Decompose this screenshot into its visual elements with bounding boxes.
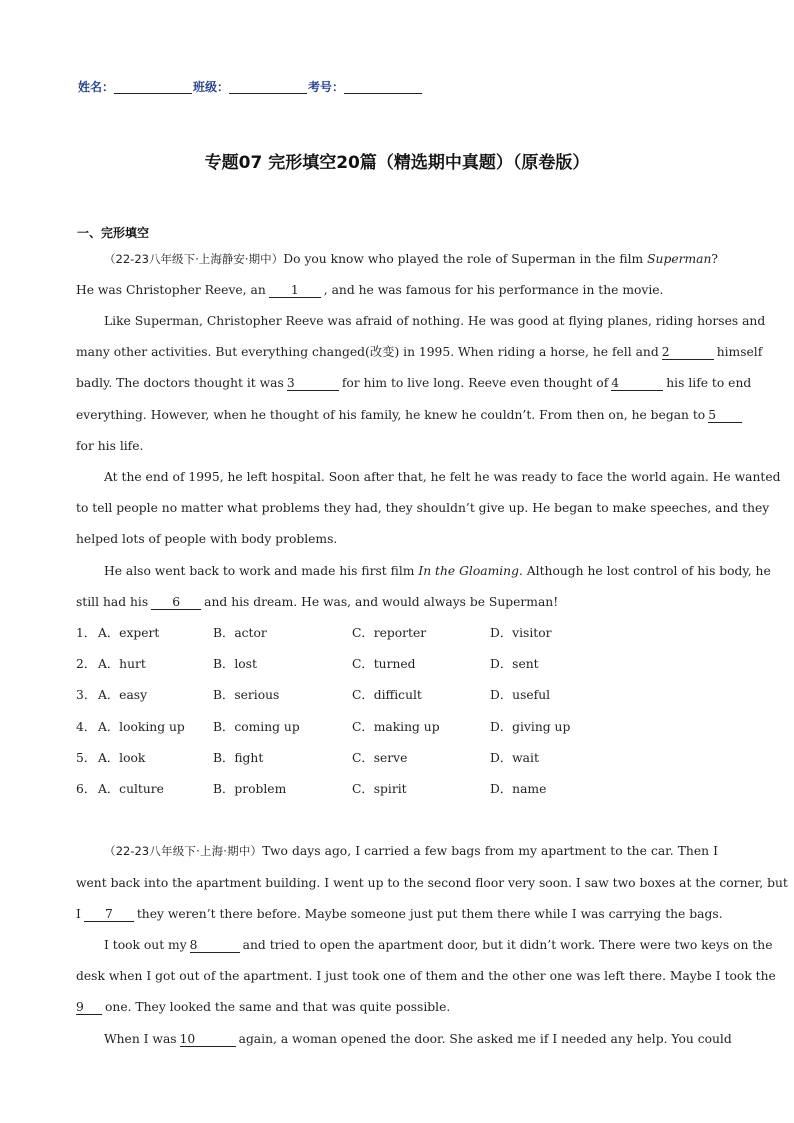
option-c[interactable]: C．making up (352, 720, 440, 734)
option-b[interactable]: B．actor (213, 626, 267, 640)
section-title: 一、完形填空 (77, 226, 150, 240)
option-a[interactable]: A．look (98, 751, 146, 765)
passage-text: his life to end (666, 376, 752, 390)
question-number: 1． (76, 626, 97, 640)
passage-text: one. They looked the same and that was quite possible. (105, 1000, 451, 1014)
option-d[interactable]: D．visitor (490, 626, 552, 640)
blank-10[interactable]: 10 (180, 1033, 236, 1047)
option-a[interactable]: A．culture (98, 782, 164, 796)
question-number: 5． (76, 751, 97, 765)
name-label: 姓名： (78, 80, 115, 94)
question-number: 6． (76, 782, 97, 796)
passage1-line (76, 344, 763, 360)
blank-6[interactable]: 6 (151, 596, 201, 610)
passage-text: they weren’t there before. Maybe someone just put them there while I was carrying the bags. (136, 907, 723, 921)
option-c[interactable]: C．serve (352, 751, 408, 765)
passage1-line (76, 282, 718, 298)
option-a[interactable]: A．hurt (98, 657, 146, 671)
passage1-line: helped lots of people with body problems. (76, 532, 338, 546)
blank-3[interactable]: 3 (287, 377, 339, 391)
passage2-line: went back into the apartment building. I went up to the second floor very soon. I saw two boxes at the corner, but (76, 876, 788, 890)
option-b[interactable]: B．fight (213, 751, 264, 765)
document-title: 专题07 完形填空20篇（精选期中真题）（原卷版） (204, 153, 590, 173)
passage2-line (104, 843, 718, 859)
option-d[interactable]: D．useful (490, 688, 551, 702)
passage-text: Two days ago, I carried a few bags from my apartment to the car. Then I (262, 844, 718, 858)
blank-2[interactable]: 2 (662, 346, 714, 360)
passage1-line: to tell people no matter what problems they had, they shouldn’t give up. He began to make speeches, and they (76, 501, 770, 515)
passage-text: still had his (76, 595, 149, 609)
option-d[interactable]: D．name (490, 782, 547, 796)
passage2-line (76, 906, 723, 922)
passage2-line (104, 1031, 732, 1047)
passage-text: ? (711, 252, 718, 266)
passage1-line: for his life. (76, 439, 144, 453)
option-d[interactable]: D．wait (490, 751, 539, 765)
exam-id-blank[interactable] (344, 81, 422, 94)
blank-8[interactable]: 8 (190, 939, 240, 953)
option-b[interactable]: B．lost (213, 657, 257, 671)
option-c[interactable]: C．difficult (352, 688, 422, 702)
blank-7[interactable]: 7 (84, 908, 134, 922)
passage1-source: （22-23八年级下·上海静安·期中） (104, 252, 284, 266)
passage2-line (104, 937, 773, 953)
passage-text: Do you know who played the role of Superman in the film (283, 252, 648, 266)
option-a[interactable]: A．easy (98, 688, 148, 702)
passage1-line (104, 563, 771, 579)
question-number: 4． (76, 720, 97, 734)
blank-5[interactable]: 5 (708, 409, 742, 423)
film-title: Superman (647, 252, 712, 266)
passage-text: He also went back to work and made his first film (104, 564, 419, 578)
passage2-line (76, 999, 718, 1015)
option-d[interactable]: D．sent (490, 657, 539, 671)
question-options-row (76, 719, 718, 735)
blank-9[interactable]: 9 (76, 1001, 102, 1015)
passage1-line (76, 594, 718, 610)
question-options-row (76, 750, 718, 766)
passage-text: everything. However, when he thought of his family, he knew he couldn’t. From then on, he began to (76, 408, 706, 422)
passage-text: , and he was famous for his performance in the movie. (323, 283, 664, 297)
option-a[interactable]: A．looking up (98, 720, 185, 734)
question-number: 3． (76, 688, 97, 702)
passage-text: for him to live long. Reeve even thought of (341, 376, 609, 390)
blank-1[interactable]: 1 (269, 284, 321, 298)
exam-id-label: 考号： (308, 80, 345, 94)
passage1-line (104, 251, 718, 267)
student-info-bar (78, 78, 423, 95)
passage-text: and tried to open the apartment door, but it didn’t work. There were two keys on the (242, 938, 773, 952)
class-label: 班级： (193, 80, 230, 94)
film-title: In the Gloaming (418, 564, 519, 578)
passage-text: many other activities. But everything changed(改变) in 1995. When riding a horse, he fell and (76, 345, 659, 359)
option-a[interactable]: A．expert (98, 626, 160, 640)
passage1-line (76, 407, 718, 423)
blank-4[interactable]: 4 (611, 377, 663, 391)
passage-text: . Although he lost control of his body, he (518, 564, 771, 578)
option-b[interactable]: B．problem (213, 782, 287, 796)
option-c[interactable]: C．turned (352, 657, 416, 671)
passage2-source: （22-23八年级下·上海·期中） (104, 844, 263, 858)
question-number: 2． (76, 657, 97, 671)
question-options-row (76, 656, 718, 672)
passage-text: I (76, 907, 81, 921)
option-d[interactable]: D．giving up (490, 720, 571, 734)
question-options-row (76, 687, 718, 703)
name-blank[interactable] (114, 81, 192, 94)
passage1-line (76, 375, 752, 391)
passage-text: again, a woman opened the door. She asked me if I needed any help. You could (238, 1032, 732, 1046)
passage-text: He was Christopher Reeve, an (76, 283, 266, 297)
option-c[interactable]: C．reporter (352, 626, 427, 640)
option-b[interactable]: B．coming up (213, 720, 300, 734)
passage-text: I took out my (104, 938, 187, 952)
option-b[interactable]: B．serious (213, 688, 280, 702)
passage-text: himself (716, 345, 763, 359)
question-options-row (76, 625, 718, 641)
option-c[interactable]: C．spirit (352, 782, 407, 796)
passage2-line: desk when I got out of the apartment. I just took one of them and the other one was left there. Maybe I took the (76, 969, 776, 983)
passage1-line: Like Superman, Christopher Reeve was afraid of nothing. He was good at flying planes, riding horses and (104, 314, 766, 328)
passage-text: When I was (104, 1032, 177, 1046)
question-options-row (76, 781, 718, 797)
class-blank[interactable] (229, 81, 307, 94)
passage-text: and his dream. He was, and would always be Superman! (204, 595, 559, 609)
passage-text: badly. The doctors thought it was (76, 376, 284, 390)
passage1-line: At the end of 1995, he left hospital. Soon after that, he felt he was ready to face the world again. He wanted (104, 470, 781, 484)
